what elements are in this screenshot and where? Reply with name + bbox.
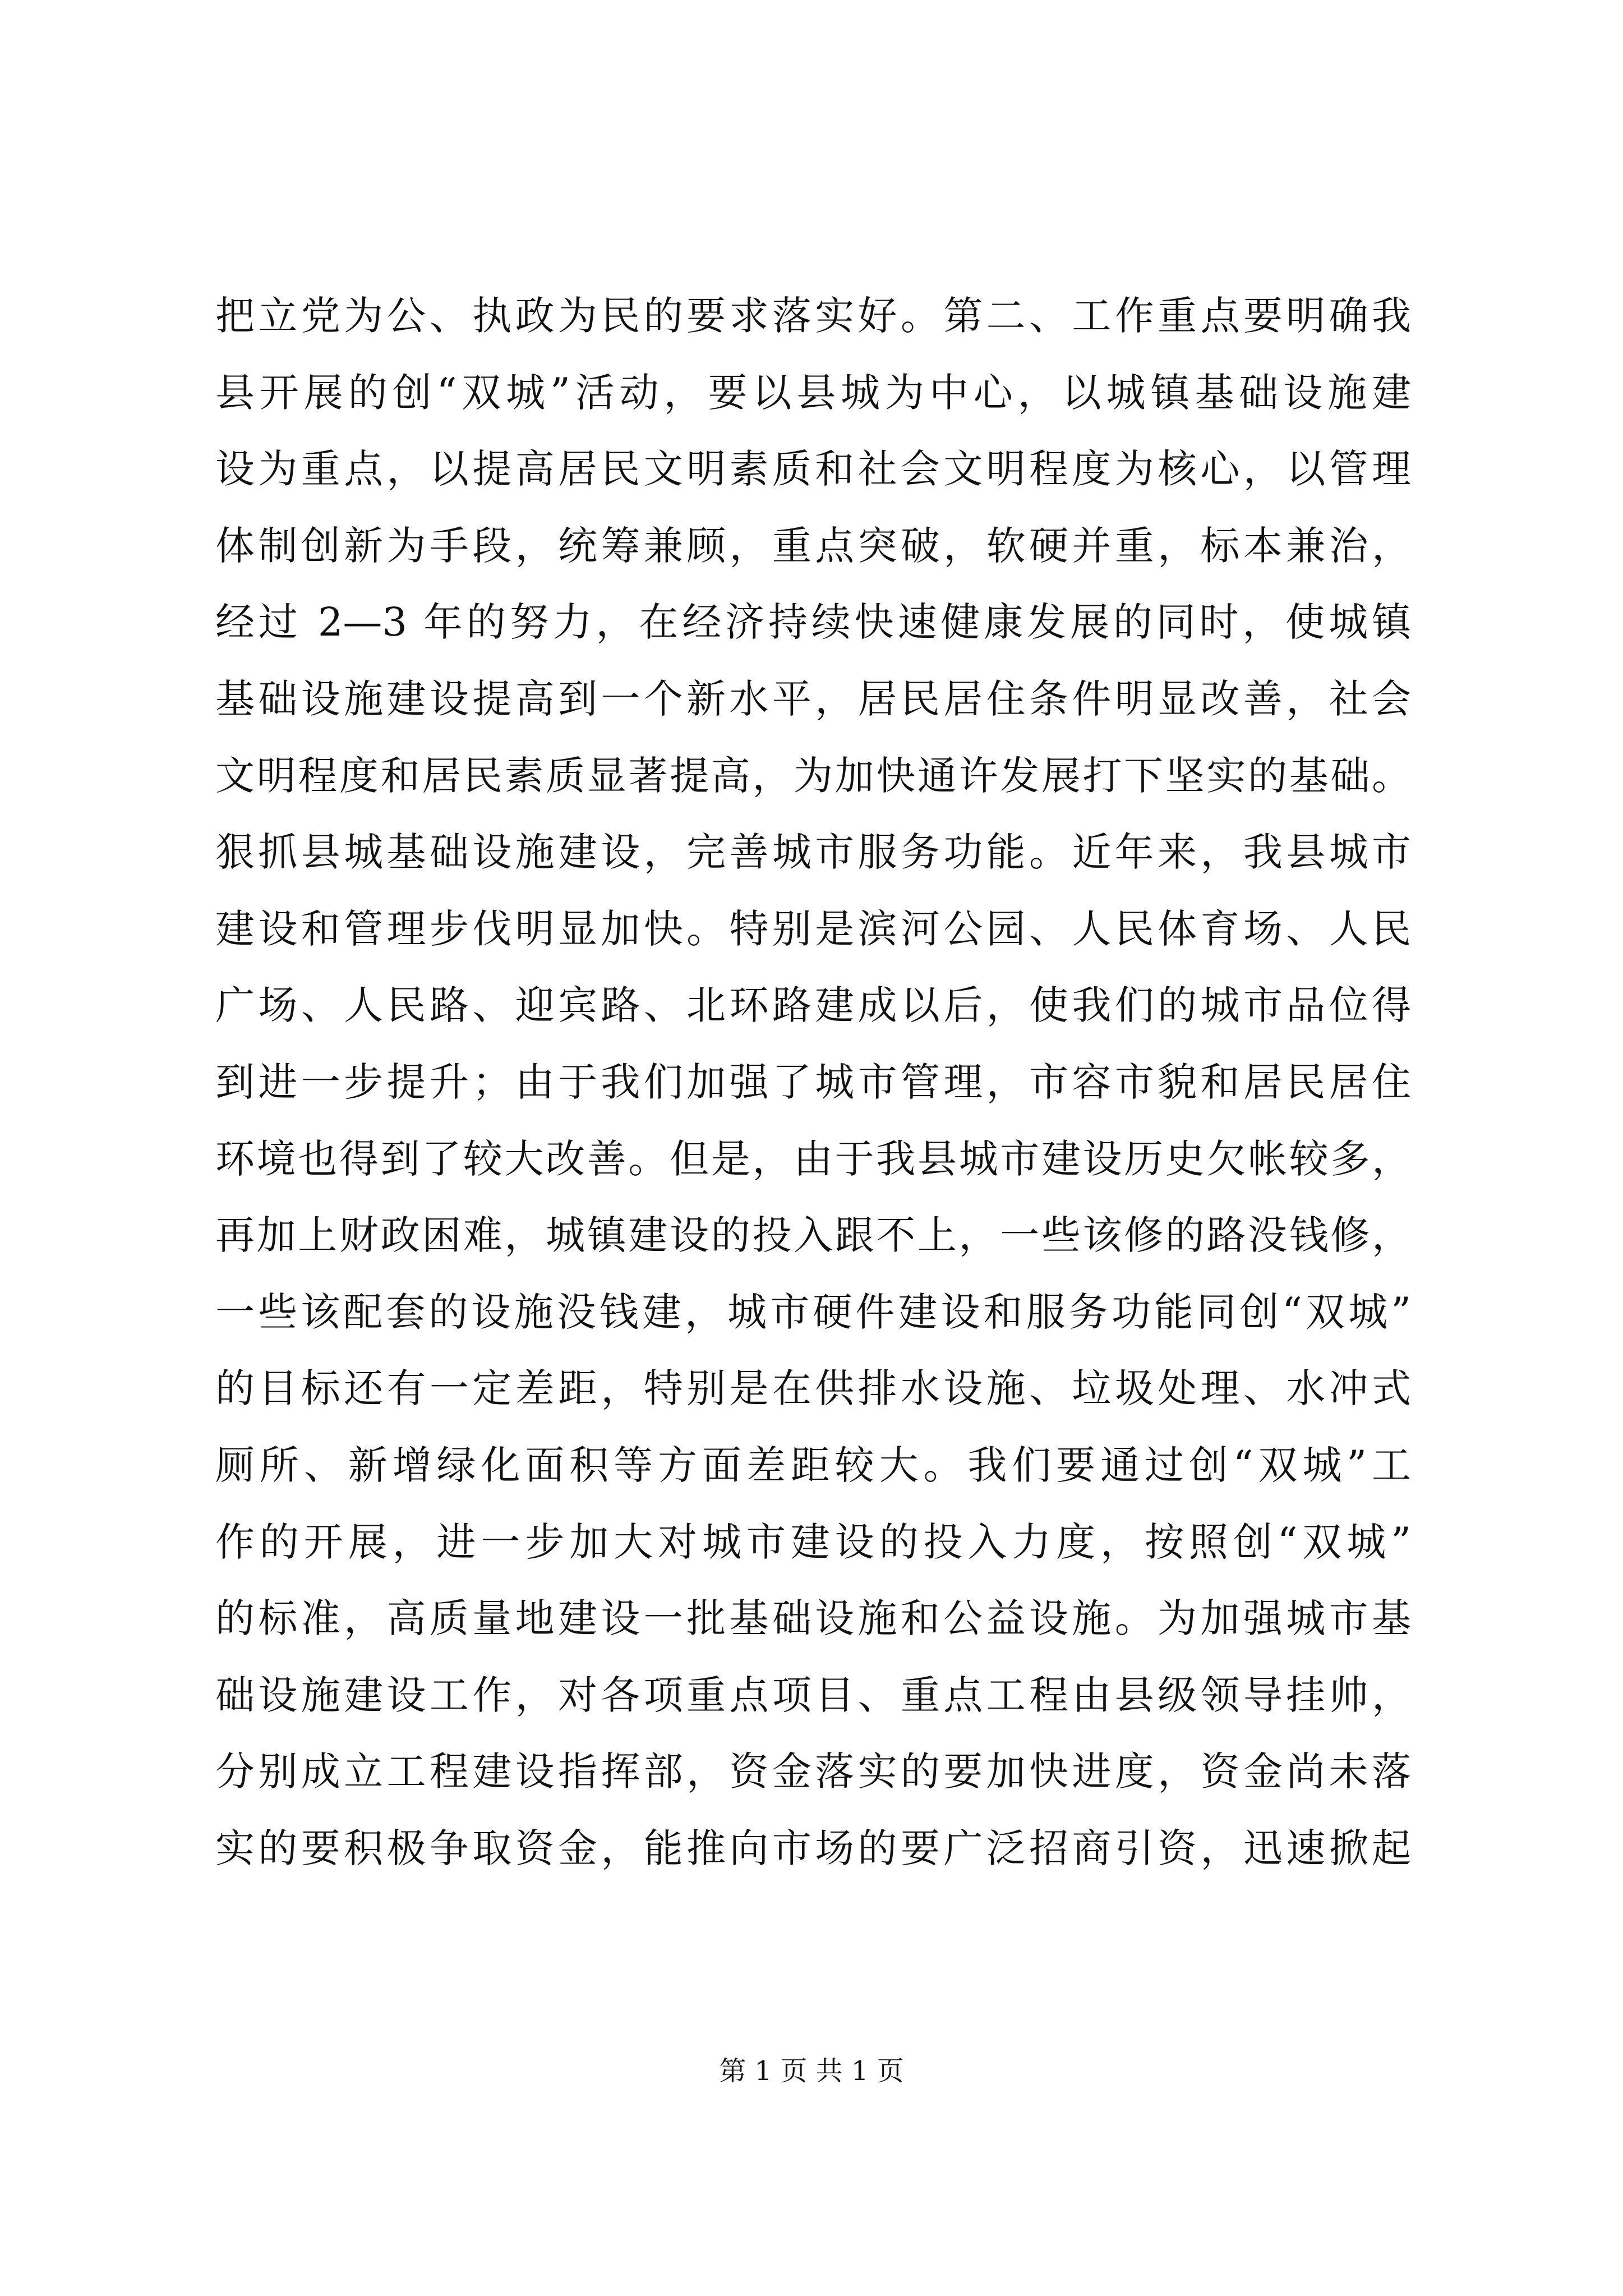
text-line: 把立党为公、执政为民的要求落实好。第二、工作重点要明确我 xyxy=(215,293,1411,339)
text-line: 设为重点，以提高居民文明素质和社会文明程度为核心，以管理 xyxy=(215,446,1411,493)
text-line: 实的要积极争取资金，能推向市场的要广泛招商引资，迅速掀起 xyxy=(215,1825,1411,1871)
text-line: 体制创新为手段，统筹兼顾，重点突破，软硬并重，标本兼治， xyxy=(215,522,1411,569)
text-line: 一些该配套的设施没钱建，城市硬件建设和服务功能同创“双城” xyxy=(215,1289,1411,1335)
text-line: 狠抓县城基础设施建设，完善城市服务功能。近年来，我县城市 xyxy=(215,829,1411,876)
page-number-label: 第 1 页 共 1 页 xyxy=(719,2055,904,2087)
text-line: 的目标还有一定差距，特别是在供排水设施、垃圾处理、水冲式 xyxy=(215,1365,1411,1412)
text-line: 经过 2—3 年的努力，在经济持续快速健康发展的同时，使城镇 xyxy=(215,599,1411,646)
text-line: 作的开展，进一步加大对城市建设的投入力度，按照创“双城” xyxy=(215,1519,1411,1565)
text-line: 厕所、新增绿化面积等方面差距较大。我们要通过创“双城”工 xyxy=(215,1442,1411,1488)
text-line: 广场、人民路、迎宾路、北环路建成以后，使我们的城市品位得 xyxy=(215,982,1411,1029)
text-line: 文明程度和居民素质显著提高，为加快通许发展打下坚实的基础。 xyxy=(215,752,1411,799)
text-line: 建设和管理步伐明显加快。特别是滨河公园、人民体育场、人民 xyxy=(215,905,1411,952)
text-line: 基础设施建设提高到一个新水平，居民居住条件明显改善，社会 xyxy=(215,675,1411,722)
text-line: 的标准，高质量地建设一批基础设施和公益设施。为加强城市基 xyxy=(215,1595,1411,1642)
body-text xyxy=(215,278,1411,1887)
text-line: 到进一步提升；由于我们加强了城市管理，市容市貌和居民居住 xyxy=(215,1059,1411,1105)
page-footer xyxy=(0,2053,1623,2089)
text-line: 础设施建设工作，对各项重点项目、重点工程由县级领导挂帅， xyxy=(215,1672,1411,1718)
text-line: 再加上财政困难，城镇建设的投入跟不上，一些该修的路没钱修， xyxy=(215,1212,1411,1259)
text-line: 县开展的创“双城”活动，要以县城为中心，以城镇基础设施建 xyxy=(215,369,1411,416)
text-line: 环境也得到了较大改善。但是，由于我县城市建设历史欠帐较多， xyxy=(215,1135,1411,1182)
text-line: 分别成立工程建设指挥部，资金落实的要加快进度，资金尚未落 xyxy=(215,1749,1411,1795)
